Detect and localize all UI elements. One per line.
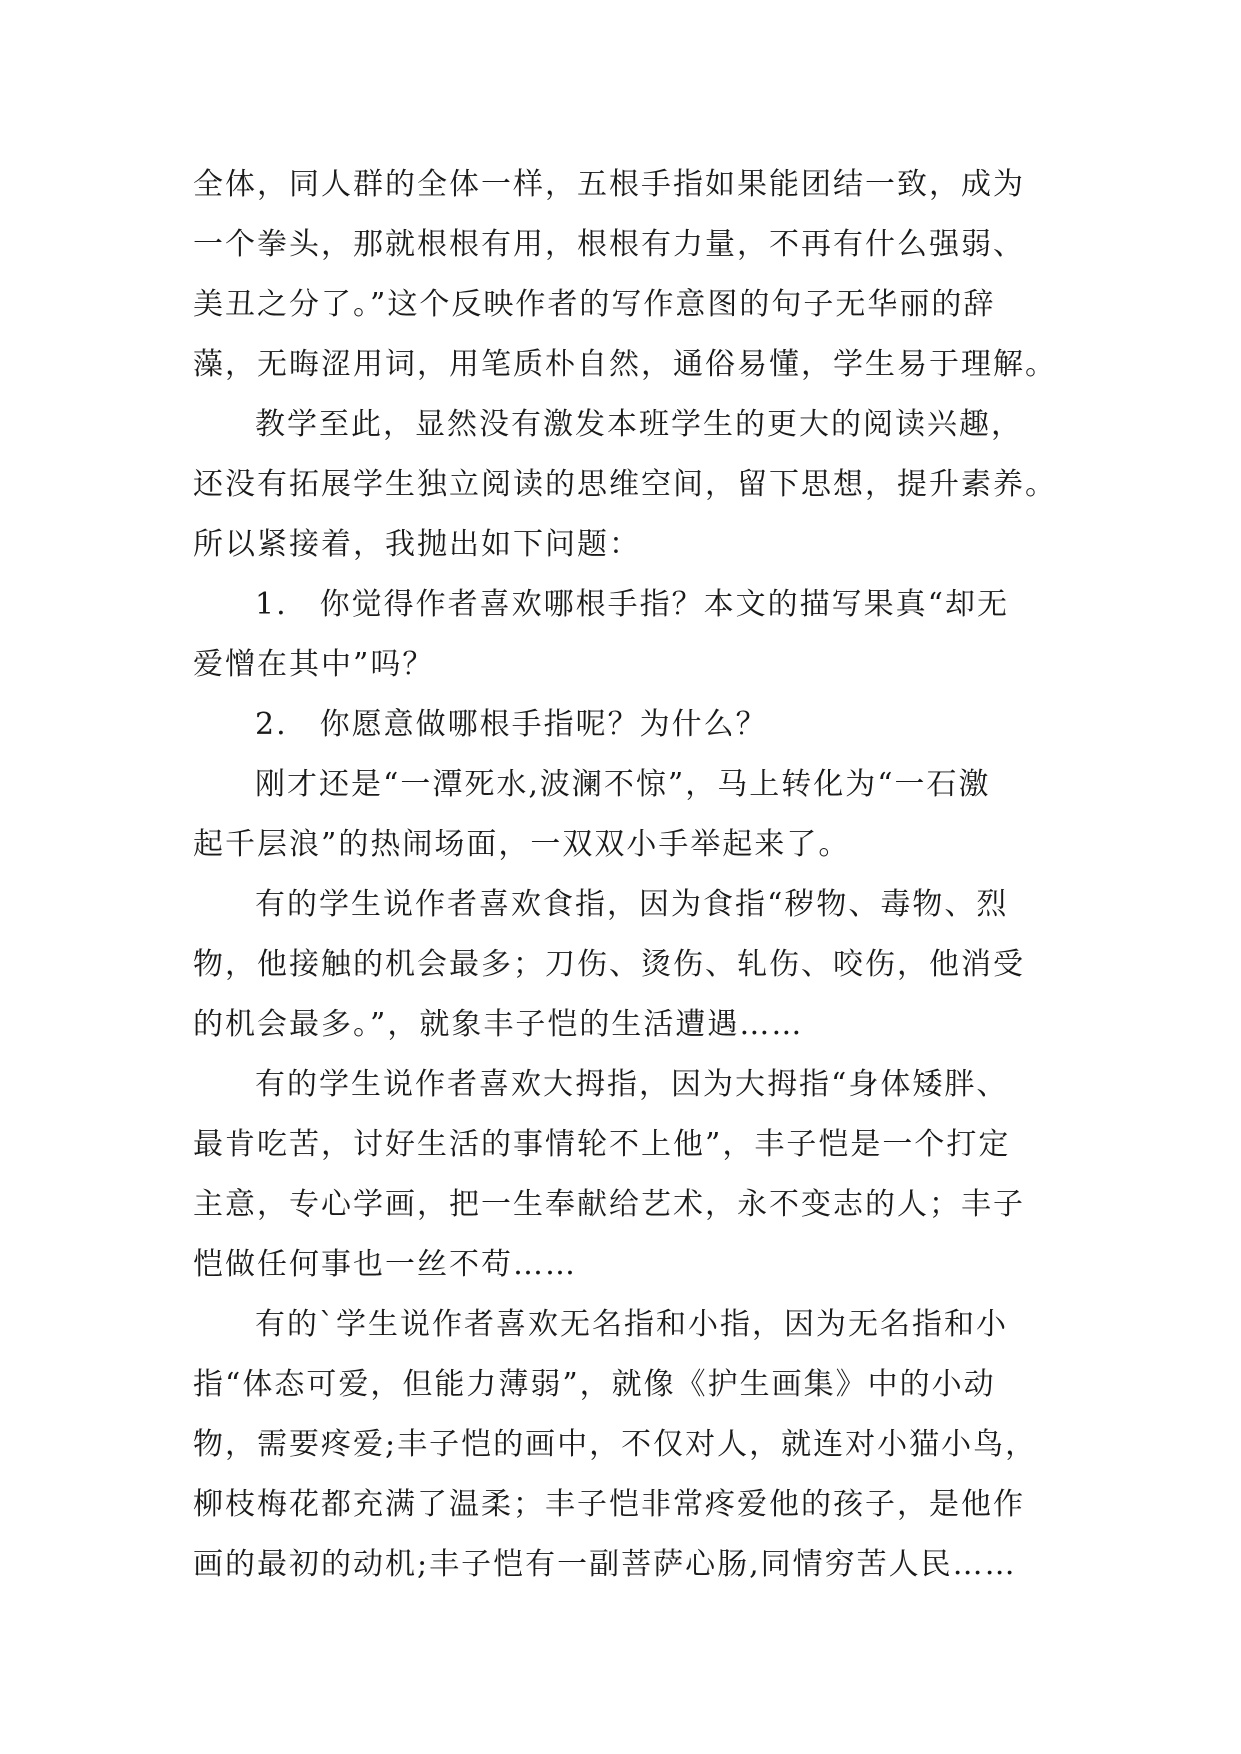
paragraph-6 — [193, 1295, 1073, 1595]
text-line: 1. 你觉得作者喜欢哪根手指？本文的描写果真“却无 — [255, 587, 1009, 622]
text-line: 刚才还是“一潭死水,波澜不惊”，马上转化为“一石激 — [255, 767, 991, 802]
text-line: 柳枝梅花都充满了温柔；丰子恺非常疼爱他的孩子，是他作 — [193, 1487, 1025, 1522]
text-line: 主意，专心学画，把一生奉献给艺术，永不变志的人；丰子 — [193, 1187, 1025, 1222]
text-line: 画的最初的动机;丰子恺有一副菩萨心肠,同情穷苦人民…… — [193, 1547, 1017, 1582]
text-line: 指“体态可爱，但能力薄弱”，就像《护生画集》中的小动 — [193, 1367, 996, 1402]
text-line: 教学至此，显然没有激发本班学生的更大的阅读兴趣， — [255, 407, 1023, 442]
text-line: 2. 你愿意做哪根手指呢？为什么？ — [255, 707, 768, 742]
text-line: 有的学生说作者喜欢食指，因为食指“秽物、毒物、烈 — [255, 887, 1009, 922]
text-line: 所以紧接着，我抛出如下问题： — [193, 527, 641, 562]
paragraph-4 — [193, 875, 1073, 1055]
text-line: 美丑之分了。”这个反映作者的写作意图的句子无华丽的辞 — [193, 287, 996, 322]
text-line: 还没有拓展学生独立阅读的思维空间，留下思想，提升素养。 — [193, 467, 1057, 502]
text-line: 藻，无晦涩用词，用笔质朴自然，通俗易懂，学生易于理解。 — [193, 347, 1057, 382]
text-line: 有的学生说作者喜欢大拇指，因为大拇指“身体矮胖、 — [255, 1067, 1009, 1102]
text-line: 起千层浪”的热闹场面，一双双小手举起来了。 — [193, 827, 851, 862]
text-line: 全体，同人群的全体一样，五根手指如果能团结一致，成为 — [193, 167, 1025, 202]
question-2 — [193, 695, 1073, 755]
text-line: 爱憎在其中”吗？ — [193, 647, 435, 682]
text-line: 最肯吃苦，讨好生活的事情轮不上他”，丰子恺是一个打定 — [193, 1127, 1011, 1162]
text-line: 一个拳头，那就根根有用，根根有力量，不再有什么强弱、 — [193, 227, 1025, 262]
text-line: 有的`学生说作者喜欢无名指和小指，因为无名指和小 — [255, 1307, 1008, 1342]
paragraph-1 — [193, 155, 1073, 395]
question-1 — [193, 575, 1073, 695]
text-line: 的机会最多。”，就象丰子恺的生活遭遇…… — [193, 1007, 804, 1042]
document-body — [193, 155, 1073, 1595]
paragraph-2 — [193, 395, 1073, 575]
paragraph-5 — [193, 1055, 1073, 1295]
text-line: 物，需要疼爱;丰子恺的画中，不仅对人，就连对小猫小鸟， — [193, 1427, 1038, 1462]
paragraph-3 — [193, 755, 1073, 875]
text-line: 物，他接触的机会最多；刀伤、烫伤、轧伤、咬伤，他消受 — [193, 947, 1025, 982]
text-line: 恺做任何事也一丝不苟…… — [193, 1247, 577, 1282]
